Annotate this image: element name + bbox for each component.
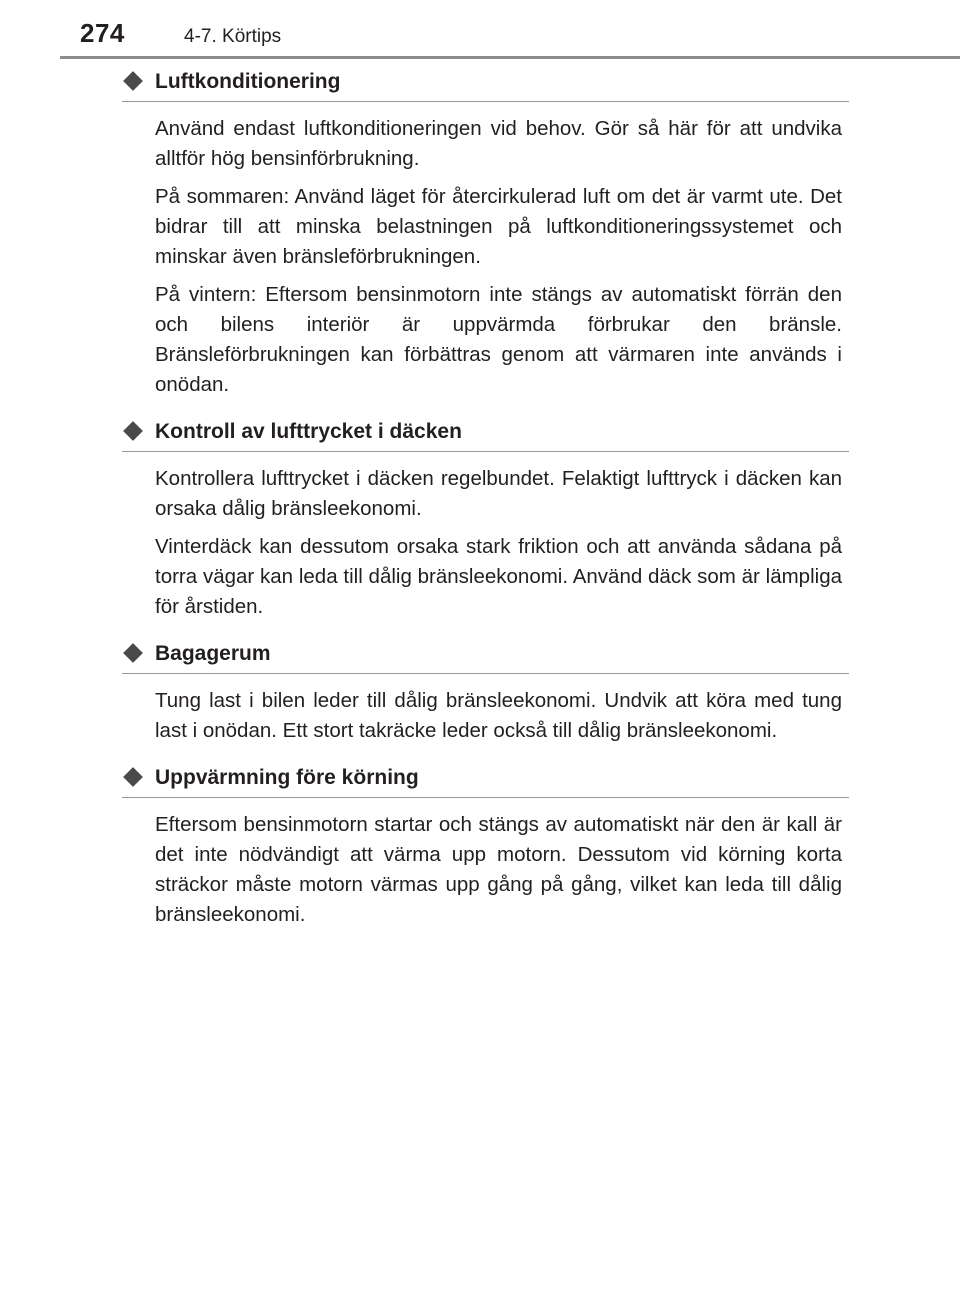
section-body [155, 464, 842, 622]
paragraph: Vinterdäck kan dessutom orsaka stark friktion och att använda sådana på torra vägar kan leda till dålig bränsleekonomi. Använd däck som är lämpliga för årstiden. [155, 535, 842, 618]
section-lufttryck [122, 418, 849, 622]
section-title: Uppvärmning före körning [155, 766, 419, 789]
header-rule [60, 56, 960, 59]
section-heading [122, 640, 849, 674]
section-heading [122, 764, 849, 798]
paragraph: Eftersom bensinmotorn startar och stängs av automatiskt när den är kall är det inte nödvändigt att värma upp motorn. Dessutom vid körning korta sträckor måste motorn värmas upp gång på gång, vilket kan leda till dålig bränsleekonomi. [155, 813, 842, 926]
paragraph: Kontrollera lufttrycket i däcken regelbundet. Felaktigt lufttryck i däcken kan orsaka dålig bränsleekonomi. [155, 467, 842, 520]
diamond-icon [123, 643, 143, 663]
chapter-title: 4-7. Körtips [184, 26, 282, 47]
section-title: Bagagerum [155, 642, 271, 665]
section-body [155, 114, 842, 400]
paragraph: Tung last i bilen leder till dålig bränsleekonomi. Undvik att köra med tung last i onödan. Ett stort takräcke leder också till dålig bränsleekonomi. [155, 689, 842, 742]
diamond-icon [123, 767, 143, 787]
paragraph: Använd endast luftkonditioneringen vid behov. Gör så här för att undvika alltför hög bensinförbrukning. [155, 117, 842, 170]
page-content [122, 68, 849, 938]
section-uppvarmning [122, 764, 849, 930]
section-bagagerum [122, 640, 849, 746]
section-title: Kontroll av lufttrycket i däcken [155, 420, 462, 443]
section-title: Luftkonditionering [155, 70, 341, 93]
section-heading [122, 418, 849, 452]
section-body [155, 810, 842, 930]
diamond-icon [123, 71, 143, 91]
diamond-icon [123, 421, 143, 441]
section-body [155, 686, 842, 746]
section-heading [122, 68, 849, 102]
paragraph: På sommaren: Använd läget för återcirkulerad luft om det är varmt ute. Det bidrar till att minska belastningen på luftkonditioneringssystemet och minskar även bränsleförbrukningen. [155, 185, 842, 268]
section-luftkonditionering [122, 68, 849, 400]
page-number: 274 [80, 18, 125, 48]
page-header [0, 0, 960, 60]
paragraph: På vintern: Eftersom bensinmotorn inte stängs av automatiskt förrän den och bilens interiör är uppvärmda förbrukar den bränsle. Bränsleförbrukningen kan förbättras genom att värmaren inte används i onödan. [155, 283, 842, 396]
